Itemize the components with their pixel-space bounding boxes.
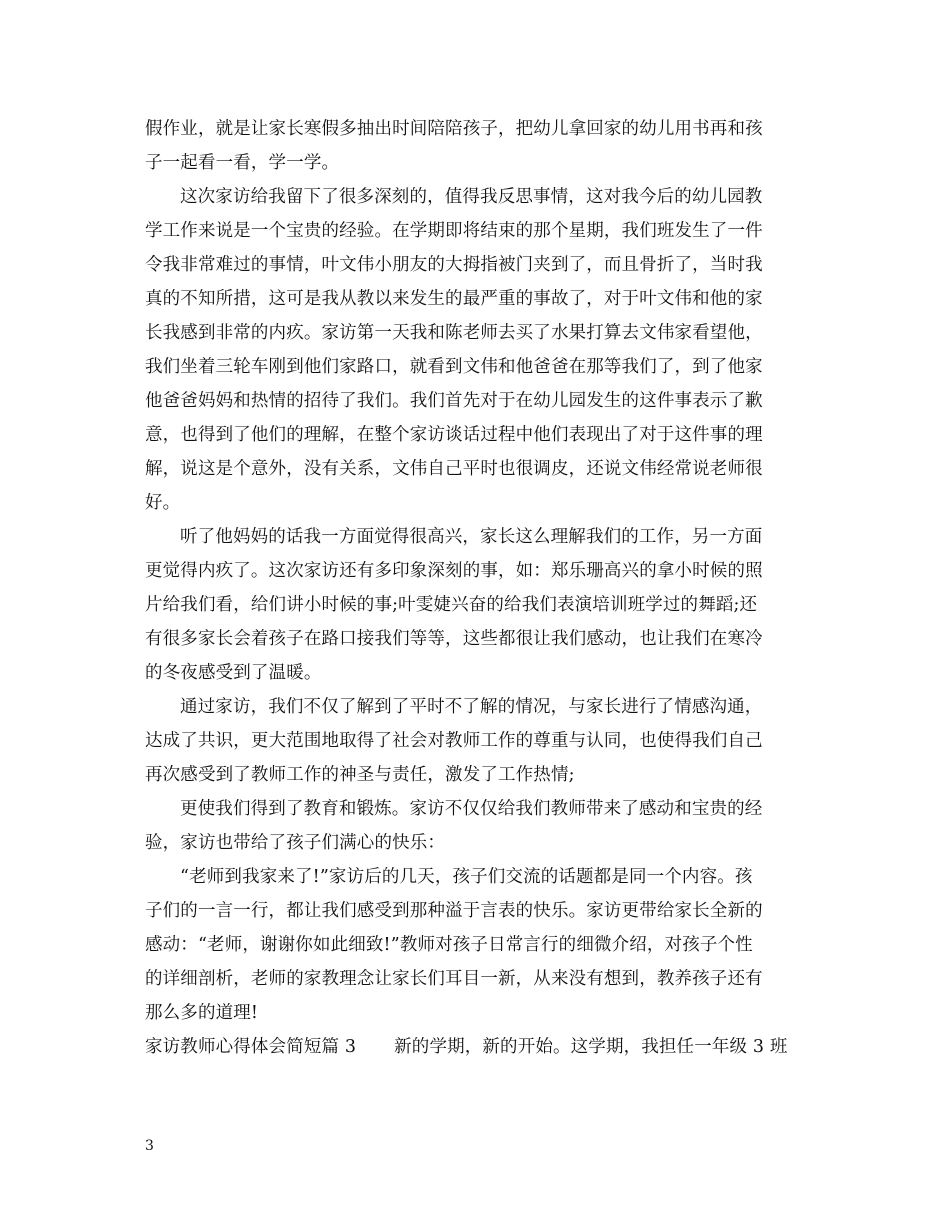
section-heading-line	[145, 1030, 805, 1064]
section-text: 新的学期，新的开始。这学期，我担任一年级 3 班	[394, 1037, 788, 1057]
text-line: 子们的一言一行，都让我们感受到那种溢于言表的快乐。家访更带给家长全新的	[145, 901, 763, 921]
text-line: 我们坐着三轮车刚到他们家路口，就看到文伟和他爸爸在那等我们了，到了他家	[145, 357, 763, 377]
paragraph-start-line: 更使我们得到了教育和锻炼。家访不仅仅给我们教师带来了感动和宝贵的经	[180, 799, 763, 819]
paragraph-start-line: “老师到我家来了!”家访后的几天，孩子们交流的话题都是同一个内容。孩	[180, 867, 753, 887]
document-body	[145, 112, 805, 1064]
text-line: 感动：“老师，谢谢你如此细致!”教师对孩子日常言行的细微介绍，对孩子个性	[145, 935, 753, 955]
page-number: 3	[145, 1138, 154, 1154]
text-line: 他爸爸妈妈和热情的招待了我们。我们首先对于在幼儿园发生的这件事表示了歉	[145, 391, 763, 411]
heading-spacer	[356, 1030, 394, 1064]
text-line: 验，家访也带给了孩子们满心的快乐：	[145, 833, 446, 853]
section-heading: 家访教师心得体会简短篇 3	[145, 1037, 357, 1057]
text-line: 再次感受到了教师工作的神圣与责任，激发了工作热情;	[145, 765, 575, 785]
text-line: 解，说这是个意外，没有关系，文伟自己平时也很调皮，还说文伟经常说老师很	[145, 459, 763, 479]
text-line: 学工作来说是一个宝贵的经验。在学期即将结束的那个星期，我们班发生了一件	[145, 221, 763, 241]
paragraph-start-line: 这次家访给我留下了很多深刻的，值得我反思事情，这对我今后的幼儿园教	[180, 187, 763, 207]
text-line: 片给我们看，给们讲小时候的事;叶雯婕兴奋的给我们表演培训班学过的舞蹈;还	[145, 595, 758, 615]
paragraph-start-line: 听了他妈妈的话我一方面觉得很高兴，家长这么理解我们的工作，另一方面	[180, 527, 763, 547]
text-line: 达成了共识，更大范围地取得了社会对教师工作的尊重与认同，也使得我们自己	[145, 731, 763, 751]
text-line: 那么多的道理!	[145, 1003, 259, 1023]
text-line: 真的不知所措，这可是我从教以来发生的最严重的事故了，对于叶文伟和他的家	[145, 289, 763, 309]
text-line: 的冬夜感受到了温暖。	[145, 663, 322, 683]
text-line: 更觉得内疚了。这次家访还有多印象深刻的事，如：郑乐珊高兴的拿小时候的照	[145, 561, 763, 581]
text-line: 的详细剖析，老师的家教理念让家长们耳目一新，从来没有想到，教养孩子还有	[145, 969, 763, 989]
text-line: 子一起看一看，学一学。	[145, 153, 340, 173]
text-line: 假作业，就是让家长寒假多抽出时间陪陪孩子，把幼儿拿回家的幼儿用书再和孩	[145, 119, 763, 139]
paragraph-start-line: 通过家访，我们不仅了解到了平时不了解的情况，与家长进行了情感沟通，	[180, 697, 763, 717]
text-line: 意，也得到了他们的理解，在整个家访谈话过程中他们表现出了对于这件事的理	[145, 425, 763, 445]
text-line: 长我感到非常的内疚。家访第一天我和陈老师去买了水果打算去文伟家看望他，	[145, 323, 763, 343]
text-line: 有很多家长会着孩子在路口接我们等等，这些都很让我们感动，也让我们在寒冷	[145, 629, 763, 649]
text-line: 好。	[145, 493, 181, 513]
text-line: 令我非常难过的事情，叶文伟小朋友的大拇指被门夹到了，而且骨折了，当时我	[145, 255, 763, 275]
